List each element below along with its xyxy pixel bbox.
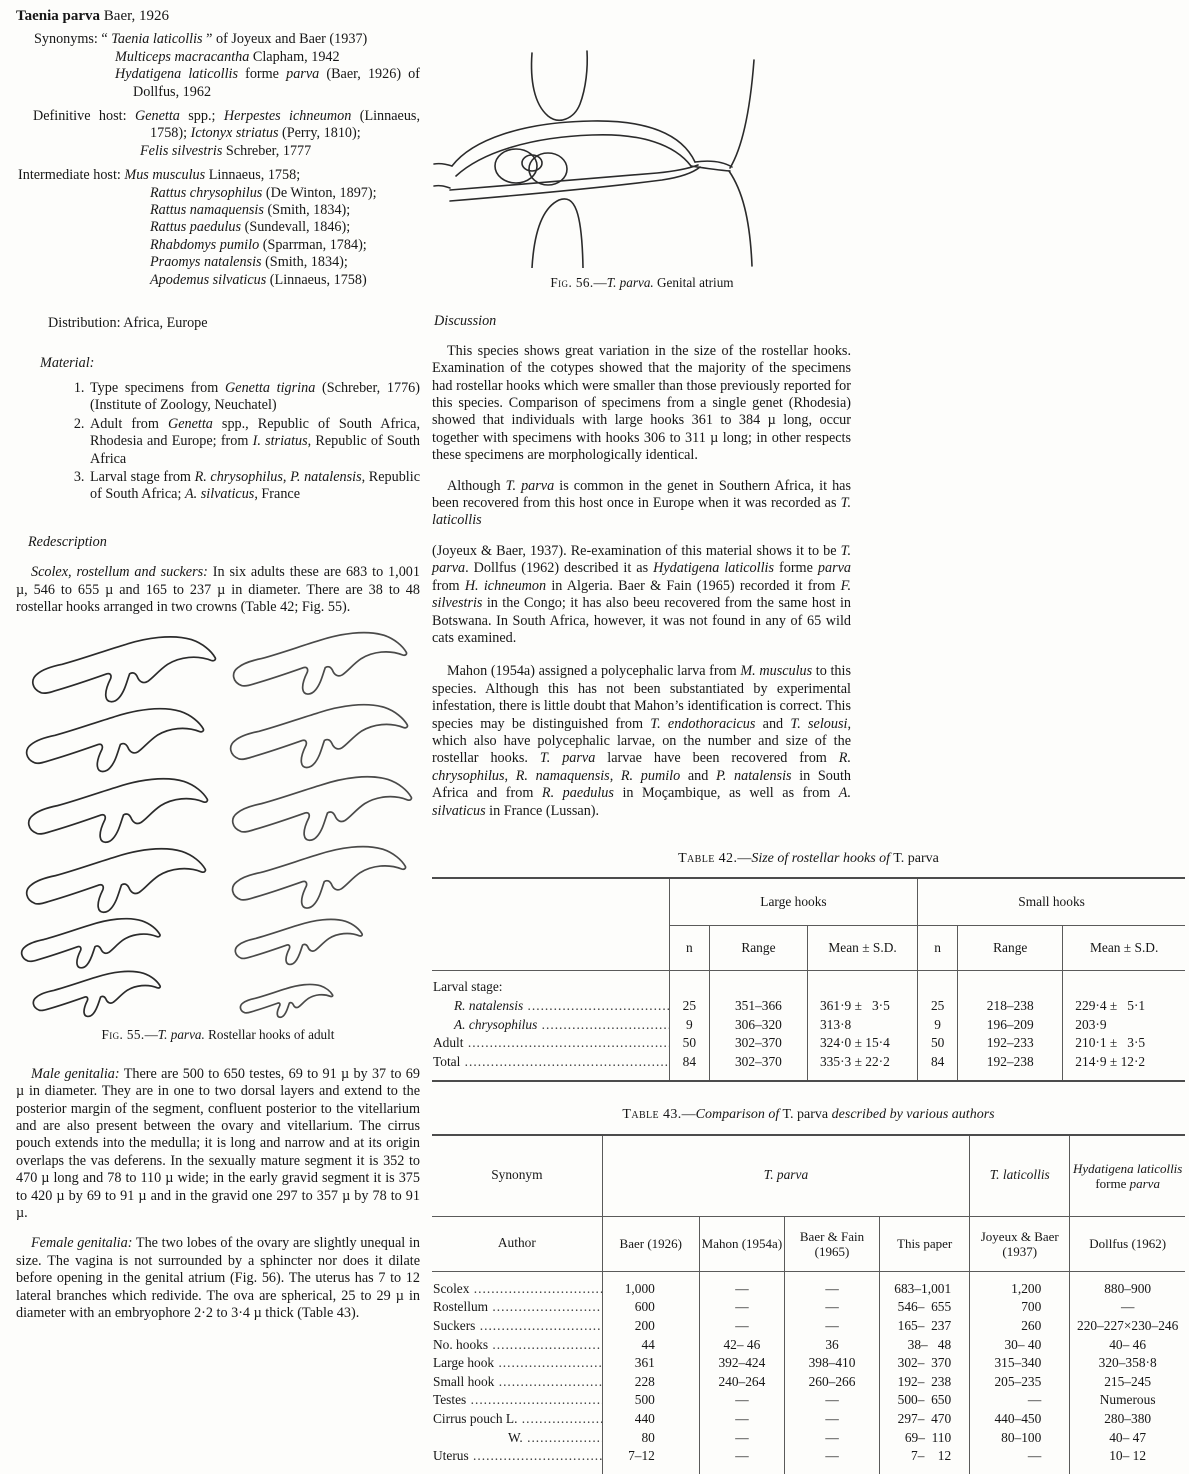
table-cell: — bbox=[784, 1391, 879, 1410]
female-genitalia-paragraph: Female genitalia: The two lobes of the ovary are slightly unequal in size. The vagina is not surrounded by a sphincter nor does it dilate before opening in the genital atrium (Fig. 56). The uterus has 7 to 12 lateral branches which redivide. The ova are spherical, 25 to 29 µ in diameter with an embryophore 2·2 to 3·4 µ thick (Table 43). bbox=[16, 1235, 420, 1322]
fig55-caption-prefix: Fig. 55. bbox=[101, 1027, 145, 1043]
table-cell: 260–266 bbox=[784, 1373, 879, 1392]
synonym-item: Multiceps macracantha Clapham, 1942 bbox=[115, 48, 340, 65]
discussion-paragraph: Mahon (1954a) assigned a polycephalic larva from M. musculus to this species. Although this has not been substantiated by experimental infestation, there is little doubt that Mahon’s identification is correct. This species may be distinguished from T. endothoracicus and T. selousi, which also have polycephalic larvae, on the number and size of the rostellar hooks. T. parva larvae have been recovered from R. chrysophilus, R. namaquensis, R. pumilo and P. natalensis in South Africa and from R. paedulus in Moçambique, as well as from A. silvaticus in France (Lussan). bbox=[432, 663, 852, 819]
table-header-cell: Mean ± S.D. bbox=[807, 926, 917, 971]
definitive-host-text: Genetta spp.; Herpestes ichneumon (Linnaeus, 1758); Ictonyx striatus (Perry, 1810); bbox=[134, 108, 421, 142]
table-header-cell: n bbox=[669, 926, 709, 971]
table-cell: 600 bbox=[602, 1298, 699, 1317]
fig56-caption-prefix: Fig. 56. bbox=[550, 275, 594, 290]
table-header-cell: This paper bbox=[880, 1216, 970, 1271]
table-cell: — bbox=[784, 1410, 879, 1429]
row-label: Small hook ..... bbox=[432, 1373, 602, 1392]
fig56-caption bbox=[432, 274, 852, 291]
table-42-title-text: —Size of rostellar hooks of T. parva bbox=[737, 850, 939, 866]
intermediate-host-block bbox=[16, 167, 420, 184]
table-row bbox=[432, 1271, 1185, 1298]
table-row bbox=[432, 1216, 1185, 1271]
table-cell: 40– 46 bbox=[1070, 1336, 1185, 1355]
host-item: Rattus paedulus (Sundevall, 1846); bbox=[150, 219, 351, 236]
scolex-paragraph: Scolex, rostellum and suckers: In six adults these are 683 to 1,001 µ, 546 to 655 µ and 165 to 237 µ in diameter. There are 38 to 48 rostellar hooks arranged in two crowns (Table 42; Fig. 55). bbox=[16, 564, 420, 615]
table-cell: 192–233 bbox=[958, 1034, 1063, 1053]
material-item: 1. Type specimens from Genetta tigrina (Schreber, 1776) (Institute of Zoology, Neuchatel) bbox=[88, 380, 420, 415]
fig56-caption-text: —T. parva. Genital atrium bbox=[593, 275, 734, 290]
table-cell: 9 bbox=[669, 1016, 709, 1035]
discussion-heading: Discussion bbox=[434, 313, 497, 330]
species-authority: Baer, 1926 bbox=[103, 8, 170, 24]
table-cell: 84 bbox=[669, 1053, 709, 1082]
table-cell: 302–370 bbox=[709, 1053, 807, 1082]
row-label: Large hook ..... bbox=[432, 1354, 602, 1373]
table-cell: — bbox=[1070, 1298, 1185, 1317]
row-label: Adult ..... bbox=[432, 1034, 669, 1053]
fig55-caption-text: —T. parva. Rostellar hooks of adult bbox=[144, 1027, 335, 1043]
table-row bbox=[432, 878, 1185, 926]
host-item: Rhabdomys pumilo (Sparrman, 1784); bbox=[150, 236, 367, 253]
table-header-cell: Author bbox=[432, 1216, 602, 1271]
table-cell: 280–380 bbox=[1070, 1410, 1185, 1429]
table-row bbox=[432, 1298, 1185, 1317]
material-item: 2. Adult from Genetta spp., Republic of South Africa, Rhodesia and Europe; from I. striatus, Republic of South Africa bbox=[88, 416, 420, 468]
table-cell: 80 bbox=[602, 1429, 699, 1448]
table-cell: 260 bbox=[970, 1317, 1070, 1336]
table-cell: 42– 46 bbox=[699, 1336, 784, 1355]
table-cell: — bbox=[699, 1317, 784, 1336]
table-header-cell: Hydatigena laticollis forme parva bbox=[1070, 1135, 1185, 1217]
table-row bbox=[432, 997, 1185, 1016]
male-genitalia-paragraph: Male genitalia: There are 500 to 650 testes, 69 to 91 µ by 37 to 69 µ in diameter. They are in one to two dorsal layers and extend to the posterior margin of the segment, confluent posterior to the vitellarium and are also present between the ovary and vitellarium. The cirrus pouch extends into the medulla; it is long and narrow and at its origin overlaps the vas deferens. In the sexually mature segment it is 352 to 470 µ long and 78 to 110 µ wide; in the early gravid segment it is 375 to 420 µ by 69 to 91 µ and in the gravid one 297 to 357 µ by 78 to 91 µ. bbox=[16, 1065, 420, 1222]
table-header-cell bbox=[432, 878, 669, 971]
table-row bbox=[432, 1034, 1185, 1053]
distribution-line: Distribution: Africa, Europe bbox=[48, 315, 208, 332]
table-cell: — bbox=[784, 1429, 879, 1448]
table-cell: 38– 48 bbox=[880, 1336, 970, 1355]
row-label: Cirrus pouch L. ..... bbox=[432, 1410, 602, 1429]
table-cell: — bbox=[699, 1429, 784, 1448]
table-cell: 306–320 bbox=[709, 1016, 807, 1035]
host-item: Apodemus silvaticus (Linnaeus, 1758) bbox=[150, 271, 367, 288]
table-cell: — bbox=[784, 1298, 879, 1317]
discussion-paragraph: (Joyeux & Baer, 1937). Re-examination of this material shows it to be T. parva. Dollfus (1962) described it as Hydatigena laticollis forme parva from H. ichneumon in Algeria. Baer & Fain (1965) recorded it from F. silvestris in the Congo; it has also beeu recovered from the same host in Botswana. In South Africa, however, it was not found in any of 65 wild cats examined. bbox=[432, 542, 851, 646]
table-cell: 200 bbox=[602, 1317, 699, 1336]
table-cell: 392–424 bbox=[699, 1354, 784, 1373]
table-cell: 165– 237 bbox=[880, 1317, 970, 1336]
table-cell: — bbox=[699, 1298, 784, 1317]
species-title bbox=[16, 8, 420, 25]
table-cell: 398–410 bbox=[784, 1354, 879, 1373]
table-cell: 302–370 bbox=[709, 1034, 807, 1053]
redescription-heading: Redescription bbox=[28, 533, 107, 550]
table-cell: 215–245 bbox=[1070, 1373, 1185, 1392]
table-cell: 218–238 bbox=[958, 997, 1063, 1016]
table-cell: 440–450 bbox=[970, 1410, 1070, 1429]
table-cell: — bbox=[784, 1447, 879, 1474]
table-cell: 440 bbox=[602, 1410, 699, 1429]
table-cell: 36 bbox=[784, 1336, 879, 1355]
table-cell: 361 bbox=[602, 1354, 699, 1373]
intermediate-host-label: Intermediate host: bbox=[18, 167, 121, 184]
table-header-cell: n bbox=[918, 926, 958, 971]
table-cell: — bbox=[970, 1447, 1070, 1474]
table-cell: 1,200 bbox=[970, 1271, 1070, 1298]
table-cell: 229·4 ± 5·1 bbox=[1063, 997, 1185, 1016]
table-cell bbox=[807, 971, 917, 997]
table-cell: 220–227×230–246 bbox=[1070, 1317, 1185, 1336]
table-cell: 361·9 ± 3·5 bbox=[807, 997, 917, 1016]
table-cell: Numerous bbox=[1070, 1391, 1185, 1410]
table-cell: 228 bbox=[602, 1373, 699, 1392]
definitive-host-label: Definitive host: bbox=[33, 108, 127, 125]
discussion-paragraph: Although T. parva is common in the genet in Southern Africa, it has been recovered from this host once in Europe when it was recorded as T. laticollis bbox=[432, 477, 851, 529]
table-header-cell: Mean ± S.D. bbox=[1063, 926, 1185, 971]
table-header-cell: Mahon (1954a) bbox=[699, 1216, 784, 1271]
table-42-section bbox=[432, 850, 1185, 1082]
table-row bbox=[432, 1410, 1185, 1429]
table-header-cell: Small hooks bbox=[918, 878, 1185, 926]
table-header-cell: T. laticollis bbox=[970, 1135, 1070, 1217]
table-cell: 196–209 bbox=[958, 1016, 1063, 1035]
definitive-host-block bbox=[16, 108, 420, 143]
species-name: Taenia parva bbox=[16, 8, 101, 24]
table-43-section bbox=[432, 1106, 1185, 1474]
table-43-title-prefix: Table 43. bbox=[622, 1107, 682, 1123]
table-cell: 7–12 bbox=[602, 1447, 699, 1474]
table-cell: — bbox=[699, 1447, 784, 1474]
table-header-cell: T. parva bbox=[602, 1135, 969, 1217]
genital-atrium-figure bbox=[432, 18, 852, 268]
table-cell: — bbox=[970, 1391, 1070, 1410]
table-cell: 50 bbox=[669, 1034, 709, 1053]
right-column bbox=[432, 10, 1185, 1474]
table-header-cell: Baer (1926) bbox=[602, 1216, 699, 1271]
row-label: Scolex ..... bbox=[432, 1271, 602, 1298]
host-item: Rattus namaquensis (Smith, 1834); bbox=[150, 202, 351, 219]
row-label: Larval stage: bbox=[433, 979, 503, 995]
table-header-cell: Range bbox=[709, 926, 807, 971]
table-cell: 297– 470 bbox=[880, 1410, 970, 1429]
definitive-host-extra: Felis silvestris Schreber, 1777 bbox=[140, 142, 312, 159]
table-cell: 1,000 bbox=[602, 1271, 699, 1298]
table-cell: 313·8 bbox=[807, 1016, 917, 1035]
table-row bbox=[432, 971, 1185, 997]
table-cell: 320–358·8 bbox=[1070, 1354, 1185, 1373]
row-label: W. ..... bbox=[432, 1429, 602, 1448]
table-cell: 700 bbox=[970, 1298, 1070, 1317]
table-cell: 214·9 ± 12·2 bbox=[1063, 1053, 1185, 1082]
row-label: Uterus ..... bbox=[432, 1447, 602, 1474]
row-label: No. hooks ..... bbox=[432, 1336, 602, 1355]
table-header-cell: Joyeux & Baer (1937) bbox=[970, 1216, 1070, 1271]
table-cell: — bbox=[699, 1410, 784, 1429]
row-label: A. chrysophilus ..... bbox=[432, 1016, 669, 1035]
table-42-title-prefix: Table 42. bbox=[678, 850, 738, 866]
row-label: Suckers ..... bbox=[432, 1317, 602, 1336]
table-cell: 84 bbox=[918, 1053, 958, 1082]
table-cell: 69– 110 bbox=[880, 1429, 970, 1448]
discussion-paragraph: This species shows great variation in the size of the rostellar hooks. Examination of the cotypes showed that the majority of the specimens had rostellar hooks which were smaller than those previously reported for this species. Comparison of specimens from a single genet (Rhodesia) showed that individuals with large hooks 361 to 384 µ long, occur together with specimens with hooks 306 to 311 µ long; in other respects these specimens are morphologically identical. bbox=[432, 342, 851, 464]
table-header-cell: Dollfus (1962) bbox=[1070, 1216, 1185, 1271]
table-cell: 192–238 bbox=[958, 1053, 1063, 1082]
table-row bbox=[432, 1429, 1185, 1448]
table-header-cell: Synonym bbox=[491, 1167, 543, 1183]
table-header-cell: Large hooks bbox=[669, 878, 917, 926]
synonyms-block bbox=[16, 31, 420, 48]
table-43 bbox=[432, 1134, 1185, 1474]
table-cell: 25 bbox=[669, 997, 709, 1016]
material-heading: Material: bbox=[40, 354, 95, 371]
table-42 bbox=[432, 877, 1185, 1082]
table-42-title bbox=[432, 850, 1185, 867]
synonyms-label: Synonyms: bbox=[34, 31, 98, 48]
table-cell: 683–1,001 bbox=[880, 1271, 970, 1298]
synonym-item: “ Taenia laticollis ” of Joyeux and Baer (1937) bbox=[101, 31, 368, 48]
intermediate-host-first: Mus musculus Linnaeus, 1758; bbox=[124, 167, 301, 184]
table-cell bbox=[958, 971, 1063, 997]
fig55-caption bbox=[16, 1026, 420, 1043]
table-row bbox=[432, 1391, 1185, 1410]
row-label: Testes ..... bbox=[432, 1391, 602, 1410]
row-label: Rostellum ..... bbox=[432, 1298, 602, 1317]
table-cell: 10– 12 bbox=[1070, 1447, 1185, 1474]
table-cell: 192– 238 bbox=[880, 1373, 970, 1392]
host-item: Praomys natalensis (Smith, 1834); bbox=[150, 254, 348, 271]
table-cell: 335·3 ± 22·2 bbox=[807, 1053, 917, 1082]
discussion-section bbox=[432, 313, 851, 820]
table-cell: — bbox=[699, 1271, 784, 1298]
table-43-title bbox=[432, 1106, 1185, 1123]
table-header-cell: Range bbox=[958, 926, 1063, 971]
table-cell: — bbox=[784, 1271, 879, 1298]
table-cell: 324·0 ± 15·4 bbox=[807, 1034, 917, 1053]
material-item: 3. Larval stage from R. chrysophilus, P. natalensis, Republic of South Africa; A. silvaticus, France bbox=[88, 469, 420, 504]
table-cell: 40– 47 bbox=[1070, 1429, 1185, 1448]
table-row bbox=[432, 1135, 1185, 1217]
synonym-item: Hydatigena laticollis forme parva (Baer, 1926) of Dollfus, 1962 bbox=[115, 66, 420, 100]
table-cell: 302– 370 bbox=[880, 1354, 970, 1373]
table-cell: 205–235 bbox=[970, 1373, 1070, 1392]
table-cell: 546– 655 bbox=[880, 1298, 970, 1317]
table-row bbox=[432, 1336, 1185, 1355]
table-cell: — bbox=[699, 1391, 784, 1410]
row-label: Total ..... bbox=[432, 1053, 669, 1082]
table-cell: 240–264 bbox=[699, 1373, 784, 1392]
table-cell: 351–366 bbox=[709, 997, 807, 1016]
table-cell bbox=[669, 971, 709, 997]
table-cell: 30– 40 bbox=[970, 1336, 1070, 1355]
rostellar-hooks-figure bbox=[16, 620, 420, 1020]
table-cell: 7– 12 bbox=[880, 1447, 970, 1474]
table-cell: 9 bbox=[918, 1016, 958, 1035]
table-row bbox=[432, 1354, 1185, 1373]
table-cell: 203·9 bbox=[1063, 1016, 1185, 1035]
table-cell: 500 bbox=[602, 1391, 699, 1410]
table-header-cell: Baer & Fain (1965) bbox=[784, 1216, 879, 1271]
table-cell: 315–340 bbox=[970, 1354, 1070, 1373]
table-row bbox=[432, 1317, 1185, 1336]
table-row bbox=[432, 1053, 1185, 1082]
material-list bbox=[16, 380, 420, 504]
table-cell: 880–900 bbox=[1070, 1271, 1185, 1298]
table-cell: 80–100 bbox=[970, 1429, 1070, 1448]
table-row bbox=[432, 1373, 1185, 1392]
host-item: Rattus chrysophilus (De Winton, 1897); bbox=[150, 184, 377, 201]
table-row bbox=[432, 1016, 1185, 1035]
table-cell bbox=[709, 971, 807, 997]
table-cell: 25 bbox=[918, 997, 958, 1016]
table-row bbox=[432, 1447, 1185, 1474]
table-cell: 50 bbox=[918, 1034, 958, 1053]
table-cell: 500– 650 bbox=[880, 1391, 970, 1410]
table-cell: — bbox=[784, 1317, 879, 1336]
table-cell bbox=[918, 971, 958, 997]
left-column bbox=[16, 6, 420, 1322]
table-cell: 210·1 ± 3·5 bbox=[1063, 1034, 1185, 1053]
table-43-title-text: —Comparison of T. parva described by various authors bbox=[681, 1107, 995, 1123]
table-cell: 44 bbox=[602, 1336, 699, 1355]
table-cell bbox=[1063, 971, 1185, 997]
row-label: R. natalensis ..... bbox=[432, 997, 669, 1016]
